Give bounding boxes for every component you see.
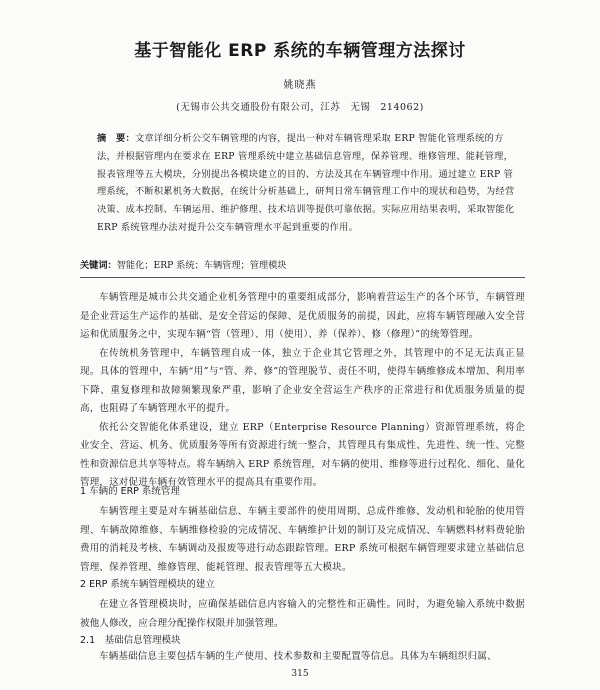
section-2-heading: 2 ERP 系统车辆管理模块的建立 [80, 579, 215, 590]
abstract-label: 摘 要： [97, 133, 135, 144]
section-1-heading: 1 车辆的 ERP 系统管理 [80, 486, 180, 497]
abstract-text: 文章详细分析公交车辆管理的内容，提出一种对车辆管理采取 ERP 智能化管理系统的方法，并根据管理内在要求在 ERP 管理系统中建立基础信息管理，保养管理、维修管理、能耗管理，报表管理等五大模块，分别提出各模块建立的目的、方法及其在车辆管理中作用。通过建立 ERP 管理系统，不断积累机务大数据，在统计分析基础上，研判日常车辆管理工作中的现状和趋势，为经营决策、成本控制、车辆运用、维护修理、技术培训等提供可靠依据。实际应用结果表明，采取智能化 ERP 系统管理办法对提升公交车辆管理水平起到重要的作用。 [97, 133, 515, 233]
paper-title: 基于智能化 ERP 系统的车辆管理方法探讨 [134, 41, 466, 61]
intro-paragraph: 依托公交智能化体系建设，建立 ERP（Enterprise Resource Planning）资源管理系统，将企业安全、营运、机务、优质服务等所有资源进行统一整合，其管理具有集成性、先进性、统一性、完整性和资源信息共享等特点。将车辆纳入 ERP 系统管理，对车辆的使用、维修等进行过程化、细化、量化管理，这对促进车辆有效管理水平的提高具有重要作用。 [80, 421, 525, 488]
section-2-1-paragraph: 车辆基础信息主要包括车辆的生产使用、技术参数和主要配置等信息。具体为车辆组织归属、 [99, 651, 497, 662]
keywords [80, 259, 530, 273]
intro-paragraph: 车辆管理是城市公共交通企业机务管理中的重要组成部分，影响着营运生产的各个环节，车辆管理是企业营运生产运作的基础、是安全营运的保障、是优质服务的前提，因此，应将车辆管理融入安全营运和优质服务之中，实现车辆“管（管理）、用（使用）、养（保养）、修（修理）”的统筹管理。 [80, 292, 525, 340]
paper-author: 姚晓燕 [283, 80, 317, 91]
paper-affiliation: (无锡市公共交通股份有限公司，江苏 无锡 214062) [176, 102, 424, 113]
section-1-body [80, 503, 525, 577]
section-2-paragraph: 在建立各管理模块时，应确保基础信息内容输入的完整性和正确性。同时，为避免输入系统中数据被他人修改，应合理分配操作权限并加强管理。 [80, 599, 525, 629]
section-divider [80, 277, 525, 278]
introduction [80, 289, 525, 493]
page-number: 315 [291, 669, 309, 679]
section-1-paragraph: 车辆管理主要是对车辆基础信息、车辆主要部件的使用周期、总成件维修、发动机和轮胎的使用管理、车辆故障维修、车辆维修检验的完成情况、车辆维护计划的制订及完成情况、车辆燃料材料费轮胎费用的消耗及考核、车辆调动及报废等进行动态跟踪管理。ERP 系统可根据车辆管理要求建立基础信息管理、保养管理、维修管理、能耗管理、报表管理等五大模块。 [80, 506, 525, 573]
keywords-text: 智能化；ERP 系统；车辆管理；管理模块 [116, 260, 287, 271]
section-2-body [80, 596, 525, 633]
keywords-label: 关键词： [80, 260, 117, 271]
section-2-1-body [80, 648, 525, 667]
section-2-1-heading: 2.1 基础信息管理模块 [80, 635, 181, 646]
abstract [97, 130, 517, 237]
intro-paragraph: 在传统机务管理中，车辆管理自成一体，独立于企业其它管理之外，其管理中的不足无法真正显现。具体的管理中，车辆“用”与“管、养、修”的管理脱节、责任不明，使得车辆维修成本增加、利用率下降、重复修理和故障频繁现象严重，影响了企业安全营运生产秩序的正常进行和优质服务质量的提高，也阻碍了车辆管理水平的提升。 [80, 347, 525, 414]
